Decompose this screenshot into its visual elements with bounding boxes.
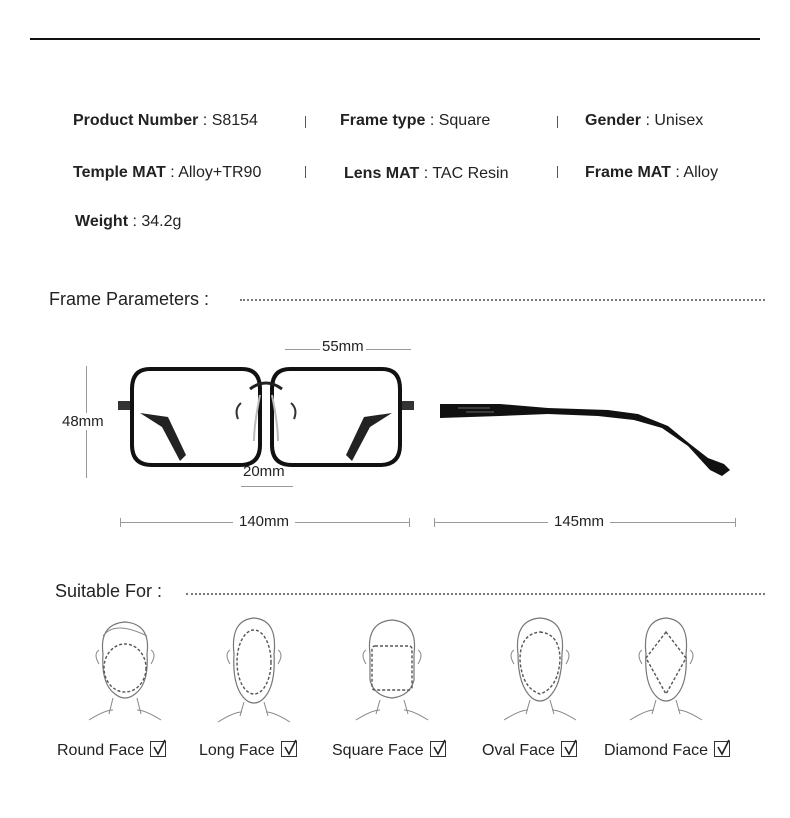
face-option-round: Round Face <box>57 741 166 760</box>
temple-length-label: 145mm <box>548 513 610 530</box>
glasses-side-view <box>438 396 738 486</box>
spec-separator <box>557 166 558 178</box>
spec-frame-type: Frame type : Square <box>340 112 491 129</box>
round-face-icon <box>85 614 165 724</box>
suitable-for-title: Suitable For : <box>55 581 172 602</box>
section-dotted-line <box>240 299 765 301</box>
spec-separator <box>557 116 558 128</box>
square-face-icon <box>352 614 432 724</box>
face-option-square: Square Face <box>332 741 446 760</box>
spec-temple-mat: Temple MAT : Alloy+TR90 <box>73 164 262 181</box>
checkbox-checked-icon <box>430 741 446 757</box>
bridge-label: 20mm <box>243 463 285 480</box>
spec-separator <box>305 116 306 128</box>
spec-weight: Weight : 34.2g <box>75 213 182 230</box>
top-divider <box>30 38 760 40</box>
spec-gender: Gender : Unisex <box>585 112 704 129</box>
spec-lens-mat: Lens MAT : TAC Resin <box>344 165 509 182</box>
checkbox-checked-icon <box>561 741 577 757</box>
dimension-tick <box>735 518 736 527</box>
oval-face-icon <box>500 614 580 724</box>
checkbox-checked-icon <box>714 741 730 757</box>
frame-width-label: 140mm <box>233 513 295 530</box>
diamond-face-icon <box>626 614 706 724</box>
spec-separator <box>305 166 306 178</box>
face-option-oval: Oval Face <box>482 741 577 760</box>
long-face-icon <box>214 614 294 724</box>
section-dotted-line <box>186 593 765 595</box>
face-option-long: Long Face <box>199 741 297 760</box>
checkbox-checked-icon <box>281 741 297 757</box>
dimension-tick <box>434 518 435 527</box>
face-option-diamond: Diamond Face <box>604 741 730 760</box>
spec-frame-mat: Frame MAT : Alloy <box>585 164 719 181</box>
dimension-line <box>241 486 293 487</box>
spec-product-number: Product Number : S8154 <box>73 112 258 129</box>
dimension-tick <box>120 518 121 527</box>
lens-width-label: 55mm <box>322 338 364 355</box>
lens-height-label: 48mm <box>62 413 104 430</box>
checkbox-checked-icon <box>150 741 166 757</box>
glasses-front-view <box>110 355 420 480</box>
frame-parameters-title: Frame Parameters : <box>49 289 219 310</box>
dimension-tick <box>409 518 410 527</box>
